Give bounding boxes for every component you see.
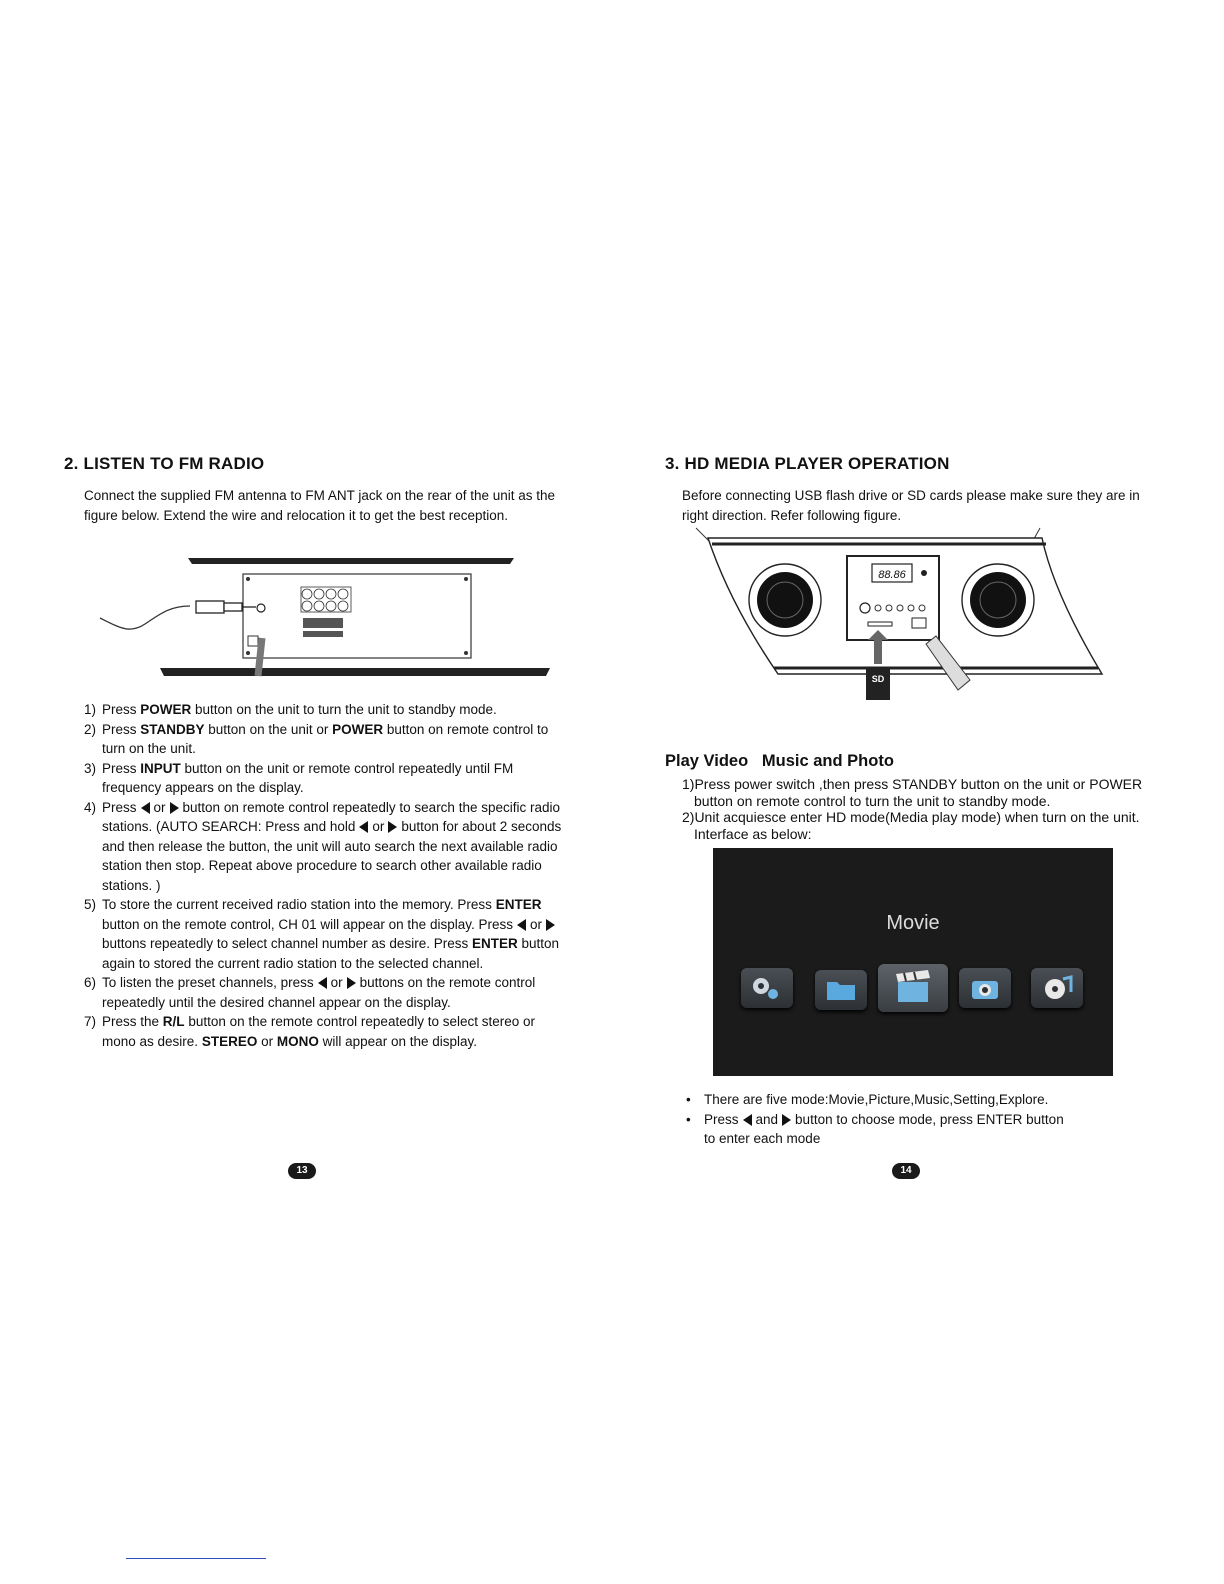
right-intro: Before connecting USB flash drive or SD cards please make sure they are in right direction. Refer following figure. — [682, 488, 1140, 523]
step-7: 7) Press the R/L button on the remote control repeatedly to select stereo or mono as desire. STEREO or MONO will appear on the display. — [84, 1014, 536, 1049]
left-intro: Connect the supplied FM antenna to FM ANT jack on the rear of the unit as the figure below. Extend the wire and relocation it to get the best reception. — [84, 488, 556, 523]
left-arrow-icon — [318, 977, 327, 989]
right-heading: 3. HD MEDIA PLAYER OPERATION — [665, 454, 950, 473]
right-arrow-icon — [170, 802, 179, 814]
right-bullets — [682, 1090, 1152, 1149]
music-disc-icon[interactable] — [1031, 968, 1083, 1008]
instruction-2: 2)Unit acquiesce enter HD mode(Media play mode) when turn on the unit. — [682, 809, 1140, 825]
picture-camera-icon[interactable] — [959, 968, 1011, 1008]
display-readout: 88.86 — [878, 569, 906, 581]
step-4: 4) Press or button on remote control repeatedly to search the specific radio stations. (AUTO SEARCH: Press and hold or button for about 2 seconds and then release the button, the unit will auto search the next available radio station then stop. Repeat above procedure to search other available radio stations. ) — [84, 799, 562, 893]
sd-card-icon — [866, 668, 890, 700]
setting-icon[interactable] — [741, 968, 793, 1008]
step-1: 1) Press POWER button on the unit to turn the unit to standby mode. — [84, 702, 497, 717]
bullet-modes: • There are five mode:Movie,Picture,Music,Setting,Explore. — [686, 1092, 1049, 1107]
bottom-link-underline — [126, 1558, 266, 1559]
step-3: 3) Press INPUT button on the unit or remote control repeatedly until FM frequency appears on the display. — [84, 760, 514, 795]
left-heading: 2. LISTEN TO FM RADIO — [64, 454, 265, 473]
play-video-subheading: Play Video Music and Photo — [665, 752, 894, 770]
right-arrow-icon — [347, 977, 356, 989]
right-arrow-icon — [782, 1114, 791, 1126]
left-arrow-icon — [743, 1114, 752, 1126]
step-6: 6) To listen the preset channels, press or buttons on the remote control repeatedly until the desired channel appear on the display. — [84, 975, 536, 1010]
explore-folder-icon[interactable] — [815, 970, 867, 1010]
step-2: 2) Press STANDBY button on the unit or POWER button on remote control to turn on the unit. — [84, 721, 549, 756]
page-number-14: 14 — [892, 1163, 920, 1179]
front-panel-diagram — [690, 524, 1110, 704]
media-player-screen — [713, 848, 1113, 1076]
mode-title: Movie — [886, 912, 940, 934]
left-arrow-icon — [141, 802, 150, 814]
right-arrow-icon — [388, 821, 397, 833]
left-arrow-icon — [517, 919, 526, 931]
left-arrow-icon — [359, 821, 368, 833]
page-number-13: 13 — [288, 1163, 316, 1179]
sd-card-label: SD — [871, 674, 885, 684]
instruction-2-cont: Interface as below: — [694, 825, 812, 842]
movie-clapper-icon[interactable] — [878, 964, 948, 1012]
instruction-1-cont: button on remote control to turn the unit to standby mode. — [694, 792, 1051, 809]
bullet-navigate: • Press and button to choose mode, press ENTER button to enter each mode — [686, 1111, 1064, 1146]
left-steps — [84, 700, 570, 1051]
right-instructions — [682, 776, 1202, 842]
right-arrow-icon — [546, 919, 555, 931]
step-5: 5) To store the current received radio station into the memory. Press ENTER button on the remote control, CH 01 will appear on the display. Press orbuttons repeatedly to select channel number as desire. Press ENTER button again to stored the current radio station to the selected channel. — [84, 897, 560, 971]
rear-panel-diagram — [90, 556, 550, 682]
instruction-1: 1)Press power switch ,then press STANDBY button on the unit or POWER — [682, 776, 1143, 792]
